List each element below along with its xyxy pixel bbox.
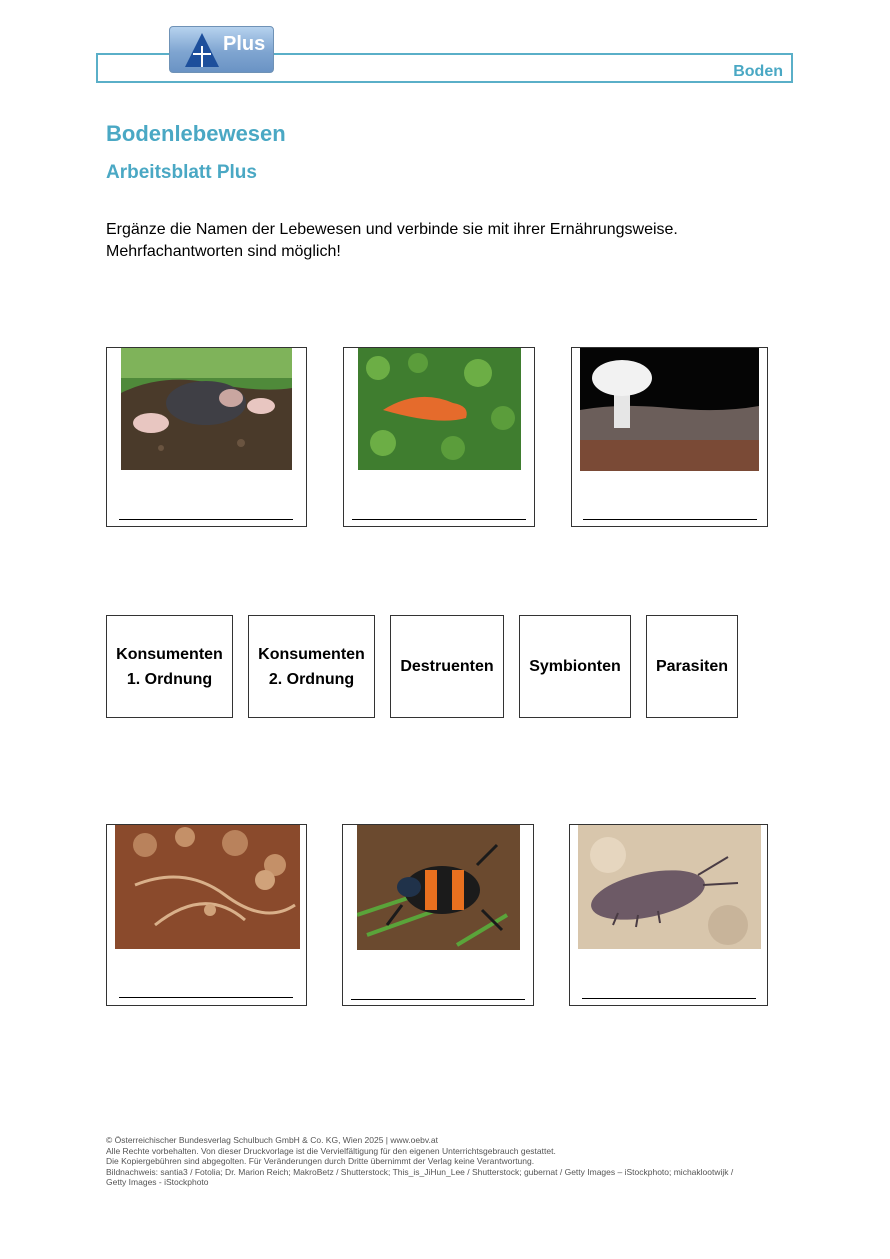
burying-beetle-image <box>357 825 520 950</box>
answer-line <box>119 519 293 520</box>
organism-card-slug <box>343 347 535 527</box>
organism-card-mole <box>106 347 307 527</box>
answer-line <box>352 519 526 520</box>
category-parasites[interactable]: Parasiten <box>646 615 738 718</box>
footer-copyright: © Österreichischer Bundesverlag Schulbuch GmbH & Co. KG, Wien 2025 | www.oebv.at Alle Rechte vorbehalten. Von dieser Druckvorlage ist die Vervielfältigung für den eigenen Unterrichtsgebrauch gestattet. Die Kopiergebühren sind abgegolten. Für Veränderungen durch Dritte übernimmt der Verlag keine Verantwortung. Bildnachweis: santia3 / Fotolia; Dr. Marion Reich; MakroBetz / Shutterstock; This_is_JiHun_Lee / Shutterstock; gubernat / Getty Images – iStockphoto; michaklootwijk / Getty Images - iStockphoto <box>106 1135 734 1187</box>
instructions <box>106 219 678 263</box>
triangle-logo-icon <box>184 32 220 68</box>
instruction-line: Ergänze die Namen der Lebewesen und verbinde sie mit ihrer Ernährungsweise. <box>106 221 678 238</box>
answer-line <box>582 998 756 999</box>
answer-line <box>583 519 757 520</box>
mushroom-image <box>580 348 759 471</box>
logo-text: Plus <box>223 33 266 55</box>
organism-card-woodlouse <box>569 824 768 1006</box>
root-nodules-image <box>115 825 300 949</box>
answer-line <box>119 997 293 998</box>
organism-card-roots <box>106 824 307 1006</box>
instruction-line: Mehrfachantworten sind möglich! <box>106 243 341 260</box>
category-decomposers[interactable]: Destruenten <box>390 615 504 718</box>
woodlouse-image <box>578 825 761 949</box>
organism-card-beetle <box>342 824 534 1006</box>
organism-card-mushroom <box>571 347 768 527</box>
answer-line <box>351 999 525 1000</box>
category-consumers-second-order[interactable]: Konsumenten 2. Ordnung <box>248 615 375 718</box>
mole-image <box>121 348 292 470</box>
page-title: Bodenlebewesen <box>106 121 286 146</box>
section-label: Boden <box>733 63 783 80</box>
publisher-logo <box>169 26 274 73</box>
slug-image <box>358 348 521 470</box>
category-consumers-first-order[interactable]: Konsumenten 1. Ordnung <box>106 615 233 718</box>
category-symbionts[interactable]: Symbionten <box>519 615 631 718</box>
page-subtitle: Arbeitsblatt Plus <box>106 162 257 183</box>
